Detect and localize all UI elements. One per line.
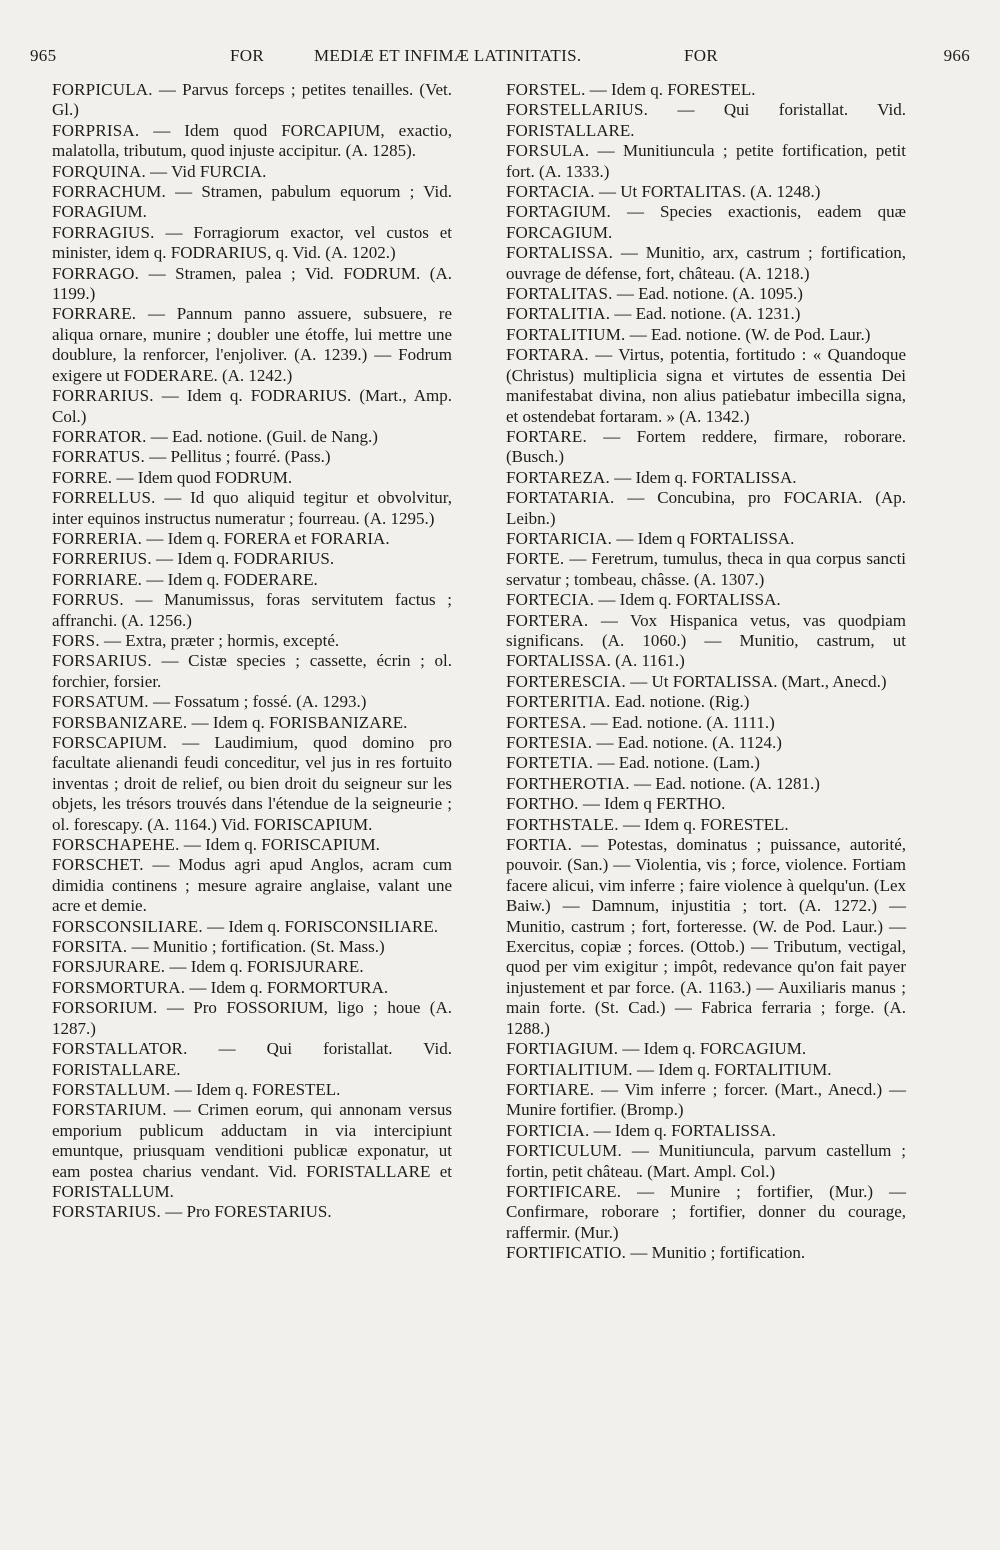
entry-headword: FORSJURARE. [52,957,166,977]
dictionary-entry [52,835,452,855]
dictionary-entry [52,855,452,916]
left-page-number: 965 [30,46,57,65]
entry-definition: — Qui foristallat. Vid. FORISTALLARE. [52,1039,452,1079]
entry-headword: FORRARE. [52,304,137,324]
entry-definition: — Munitiuncula, parvum castellum ; fortin, petit château. (Mart. Ampl. Col.) [506,1141,906,1181]
dictionary-entry [506,794,906,814]
entry-headword: FORPRISA. [52,120,140,140]
running-header [30,46,970,76]
entry-definition: — Ead. notione. (A. 1231.) [614,304,801,324]
entry-definition: — Ead. notione. (A. 1124.) [596,733,782,752]
entry-definition: — Idem q. FORTALISSA. [614,467,797,487]
dictionary-entry [52,1202,452,1222]
dictionary-entry [506,672,906,692]
dictionary-entry [52,182,452,223]
entry-definition: — Munitio ; fortification. [630,1243,806,1263]
entry-definition: — Ut FORTALITAS. (A. 1248.) [598,182,821,202]
entry-definition: — Modus agri apud Anglos, acram cum dimidia continens ; mesure agraire anglaise, valant une acre et demie. [52,855,452,916]
entry-headword: FORSTALLUM. [52,1079,171,1099]
dictionary-entry [506,141,906,182]
entry-definition: — Idem q. FORESTEL. [589,80,756,99]
entry-definition: — Munire ; fortifier, (Mur.) — Confirmare, roborare ; fortifier, donner du courage, raffermir. (Mur.) [506,1181,907,1242]
entry-headword: FORRACHUM. [52,182,166,202]
entry-headword: FORTERITIA. [506,692,611,712]
entry-headword: FORTARICIA. [506,528,613,548]
dictionary-entry [52,957,452,977]
entry-definition: — Idem q FERTHO. [582,794,726,814]
dictionary-entry [52,304,452,386]
dictionary-entry [52,998,452,1039]
entry-headword: FORSMORTURA. [52,977,186,997]
dictionary-entry [506,488,906,529]
entry-headword: FORTESIA. [506,733,593,752]
entry-headword: FORTALITIA. [506,304,611,324]
entry-headword: FORTICIA. [506,1120,590,1140]
entry-headword: FORSTELLARIUS. [506,100,649,120]
dictionary-entry [52,427,452,447]
dictionary-entry [52,264,452,305]
entry-definition: — Cistæ species ; cassette, écrin ; ol. forchier, forsier. [52,651,452,691]
entry-headword: FORTERA. [506,610,589,630]
entry-headword: FORRERIA. [52,528,143,548]
entry-definition: — Stramen, palea ; Vid. FODRUM. (A. 1199.) [52,263,452,304]
dictionary-entry [506,835,906,1039]
dictionary-entry [52,1080,452,1100]
dictionary-entry [506,529,906,549]
dictionary-entry [506,427,906,468]
entry-headword: FORSCHET. [52,855,144,875]
entry-definition: — Potestas, dominatus ; puissance, autorité, pouvoir. (San.) — Violentia, vis ; force, violence. Fortiam facere alicui, vim inferre ; faire violence à quelqu'un. (Lex Baiw.) — Damnum, injustitia ; tort. (A. 1272.) — Munitio, castrum ; fort, forteresse. (W. de Pod. Laur.) — Exercitus, copiæ ; forces. (Ottob.) — Tributum, vectigal, quod per vim exigitur ; impôt, redevance qu'on fait payer injustement et par force. (A. 1163.) — Auxiliaris manus ; main forte. (St. Cad.) — Fabrica ferraria ; forge. (A. 1288.) [506,835,906,1038]
dictionary-entry [52,713,452,733]
entry-definition: — Idem q FORTALISSA. [616,528,795,548]
dictionary-entry [506,345,906,427]
right-guide-word: FOR [684,46,718,65]
dictionary-entry [52,1039,452,1080]
entry-headword: FORTHSTALE. [506,814,619,834]
right-page-number: 966 [943,46,970,65]
entry-definition: — Forragiorum exactor, vel custos et minister, idem q. FODRARIUS, q. Vid. (A. 1202.) [52,222,452,263]
entry-definition: — Idem q. FORTALISSA. [593,1120,776,1140]
entry-definition: — Idem quod FODRUM. [116,467,293,487]
entry-definition: — Fortem reddere, firmare, roborare. (Busch.) [506,426,906,467]
dictionary-entry [506,100,906,141]
entry-headword: FORTAREZA. [506,467,610,487]
entry-headword: FORTIARE. [506,1079,595,1099]
entry-headword: FORTIA. [506,835,573,855]
running-title: MEDIÆ ET INFIMÆ LATINITATIS. [314,46,582,65]
entry-definition: — Fossatum ; fossé. (A. 1293.) [153,692,367,712]
entry-headword: FORS. [52,630,100,650]
entry-definition: — Idem q. FORISCAPIUM. [183,835,380,855]
dictionary-entry [52,121,452,162]
entry-definition: — Munitiuncula ; petite fortification, petit fort. (A. 1333.) [506,141,906,181]
right-column [506,80,906,1264]
left-column [52,80,452,1223]
entry-headword: FORTHO. [506,794,579,814]
entry-definition: — Idem q. FORTALITIUM. [636,1059,832,1079]
entry-headword: FORTECIA. [506,590,595,610]
dictionary-entry [52,468,452,488]
entry-headword: FORQUINA. [52,161,146,181]
entry-definition: — Concubina, pro FOCARIA. (Ap. Leibn.) [506,488,906,528]
dictionary-entry [506,1182,906,1243]
dictionary-entry [52,162,452,182]
entry-headword: FORTALITAS. [506,284,613,304]
dictionary-entry [506,1039,906,1059]
entry-definition: — Ead. notione. (Guil. de Nang.) [150,426,378,446]
entry-headword: FORSITA. [52,937,128,957]
entry-headword: FORSCAPIUM. [52,733,168,752]
entry-headword: FORTACIA. [506,182,595,202]
entry-headword: FORRARIUS. [52,386,154,406]
entry-headword: FORTATARIA. [506,488,615,508]
entry-definition: — Virtus, potentia, fortitudo : « Quandoque (Christus) multiplicia signa et virtutes de essentia Dei manifestabat divina, non alius patiebatur imbecilla signa, et ostendebat fortaram. » (A. 1342.) [506,345,907,426]
entry-headword: FORTIFICATIO. [506,1243,627,1263]
entry-headword: FORTAGIUM. [506,202,611,222]
entry-definition: — Idem q. FODRARIUS. [156,549,335,569]
entry-headword: FORSULA. [506,141,590,161]
entry-headword: FORSORIUM. [52,998,158,1018]
entry-definition: — Vid FURCIA. [150,161,267,181]
dictionary-entry [506,304,906,324]
dictionary-entry [52,631,452,651]
entry-definition: — Manumissus, foras servitutem factus ; affranchi. (A. 1256.) [52,590,452,630]
dictionary-entry [506,1243,906,1263]
entry-definition: — Laudimium, quod domino pro facultate alienandi feudi conceditur, vel jus in res fortuito inventas ; droit de relief, ou bien droit du seigneur sur les objets, les trésors trouvés dans l'étendue de la seigneurie ; ol. forescapy. (A. 1164.) Vid. FORISCAPIUM. [52,733,452,834]
dictionary-entry [52,917,452,937]
entry-definition: — Ut FORTALISSA. (Mart., Anecd.) [630,671,887,691]
entry-headword: FORTIALITIUM. [506,1059,633,1079]
dictionary-entry [52,651,452,692]
dictionary-entry [52,488,452,529]
entry-definition: — Ead. notione. (A. 1281.) [633,773,820,793]
entry-definition: — Id quo aliquid tegitur et obvolvitur, inter equinos instructus numeratur ; fourreau. (A. 1295.) [52,488,453,528]
entry-headword: FORTIAGIUM. [506,1039,619,1059]
entry-definition: — Idem q. FORESTEL. [622,814,789,834]
entry-definition: — Vim inferre ; forcer. (Mart., Anecd.) — Munire fortifier. (Bromp.) [506,1079,906,1120]
entry-definition: — Stramen, pabulum equorum ; Vid. FORAGIUM. [52,182,452,222]
dictionary-entry [506,590,906,610]
entry-definition: — Idem q. FORERA et FORARIA. [146,528,390,548]
entry-headword: FORTARA. [506,345,589,365]
dictionary-entry [506,733,906,753]
entry-headword: FORSBANIZARE. [52,712,188,732]
entry-headword: FORSTARIUS. [52,1202,162,1222]
dictionary-entry [52,386,452,427]
entry-definition: — Munitio, arx, castrum ; fortification, ouvrage de défense, fort, château. (A. 1218.) [506,243,907,283]
entry-definition: — Idem q. FORMORTURA. [189,977,389,997]
dictionary-entry [52,978,452,998]
entry-definition: — Ead. notione. (A. 1095.) [616,284,803,304]
dictionary-entry [52,1100,452,1202]
dictionary-entry [506,774,906,794]
dictionary-entry [506,713,906,733]
dictionary-entry [506,753,906,773]
entry-headword: FORSCHAPEHE. [52,835,180,855]
dictionary-entry [52,447,452,467]
entry-headword: FORTHEROTIA. [506,773,630,793]
entry-definition: — Pannum panno assuere, subsuere, re aliqua ornare, munire ; doubler une étoffe, lui mettre une doublure, la renforcer, l'enjoliver. (A. 1239.) — Fodrum exigere ut FODERARE. (A. 1242.) [52,304,453,385]
entry-definition: — Idem q. FORTALISSA. [598,590,781,610]
dictionary-entry [506,1141,906,1182]
dictionary-entry [506,468,906,488]
entry-headword: FORTESA. [506,712,587,732]
left-guide-word: FOR [230,46,264,65]
dictionary-entry [506,80,906,100]
entry-definition: — Ead. notione. (Lam.) [597,753,760,773]
dictionary-entry [52,590,452,631]
dictionary-entry [506,243,906,284]
entry-definition: — Idem q. FORCAGIUM. [622,1039,807,1059]
dictionary-entry [52,80,452,121]
entry-headword: FORTALISSA. [506,243,614,263]
dictionary-entry [52,549,452,569]
entry-headword: FORSATUM. [52,692,149,712]
entry-definition: — Idem q. FORESTEL. [174,1079,341,1099]
dictionary-entry [52,937,452,957]
dictionary-entry [52,570,452,590]
dictionary-entry [506,611,906,672]
entry-definition: — Idem q. FORISJURARE. [169,957,364,977]
dictionary-entry [506,1121,906,1141]
entry-definition: — Pro FORESTARIUS. [165,1202,332,1222]
entry-headword: FORTERESCIA. [506,671,626,691]
entry-definition: — Pro FOSSORIUM, ligo ; houe (A. 1287.) [52,998,452,1038]
entry-definition: — Idem q. FODRARIUS. (Mart., Amp. Col.) [52,386,452,426]
entry-definition: — Pellitus ; fourré. (Pass.) [149,447,331,467]
entry-headword: FORSTEL. [506,80,586,99]
dictionary-entry [506,202,906,243]
entry-headword: FORRERIUS. [52,549,152,569]
entry-definition: Ead. notione. (Rig.) [614,692,750,712]
entry-headword: FORRAGO. [52,263,140,283]
entry-headword: FORRATOR. [52,426,147,446]
dictionary-entry [52,692,452,712]
entry-headword: FORSTARIUM. [52,1100,167,1120]
entry-headword: FORTALITIUM. [506,324,626,344]
entry-headword: FORRUS. [52,590,124,610]
dictionary-entry [52,529,452,549]
entry-headword: FORRATUS. [52,447,145,467]
entry-headword: FORTICULUM. [506,1141,622,1161]
dictionary-entry [506,815,906,835]
entry-definition: — Extra, præter ; hormis, excepté. [104,630,340,650]
dictionary-entry [506,1060,906,1080]
entry-definition: — Vox Hispanica vetus, vas quodpiam significans. (A. 1060.) — Munitio, castrum, ut FORTALISSA. (A. 1161.) [506,610,906,671]
dictionary-entry [506,692,906,712]
entry-definition: — Ead. notione. (W. de Pod. Laur.) [629,324,871,344]
entry-definition: — Idem quod FORCAPIUM, exactio, malatolla, tributum, quod injuste accipitur. (A. 1285). [52,120,452,161]
dictionary-entry [506,182,906,202]
entry-headword: FORSARIUS. [52,651,152,671]
entry-definition: — Idem q. FODERARE. [146,569,318,589]
entry-headword: FORTETIA. [506,753,594,773]
entry-headword: FORSTALLATOR. [52,1039,188,1059]
entry-definition: — Munitio ; fortification. (St. Mass.) [131,937,385,957]
entry-headword: FORPICULA. [52,80,153,99]
entry-headword: FORTIFICARE. [506,1181,622,1201]
entry-definition: — Crimen eorum, qui annonam versus emporium publicum adductam in via intercipiunt emuntque, priusquam venditioni publicæ exponatur, ut eam postea charius vendant. Vid. FORISTALLARE et FORISTALLUM. [52,1100,452,1201]
entry-headword: FORRELLUS. [52,488,156,508]
entry-definition: — Idem q. FORISCONSILIARE. [207,916,439,936]
dictionary-entry [506,325,906,345]
entry-headword: FORRAGIUS. [52,222,155,242]
dictionary-entry [506,1080,906,1121]
entry-definition: — Idem q. FORISBANIZARE. [191,712,408,732]
entry-definition: — Species exactionis, eadem quæ FORCAGIUM. [506,202,906,242]
dictionary-entry [506,549,906,590]
entry-headword: FORSCONSILIARE. [52,916,203,936]
entry-headword: FORTE. [506,549,565,569]
dictionary-entry [506,284,906,304]
entry-headword: FORTARE. [506,426,587,446]
entry-definition: — Ead. notione. (A. 1111.) [590,712,775,732]
entry-headword: FORRE. [52,467,113,487]
entry-definition: — Parvus forceps ; petites tenailles. (Vet. Gl.) [52,80,452,120]
entry-definition: — Feretrum, tumulus, theca in qua corpus sancti servatur ; tombeau, châsse. (A. 1307.) [506,549,907,589]
entry-headword: FORRIARE. [52,569,143,589]
dictionary-entry [52,733,452,835]
entry-definition: — Qui foristallat. Vid. FORISTALLARE. [506,100,906,140]
dictionary-entry [52,223,452,264]
